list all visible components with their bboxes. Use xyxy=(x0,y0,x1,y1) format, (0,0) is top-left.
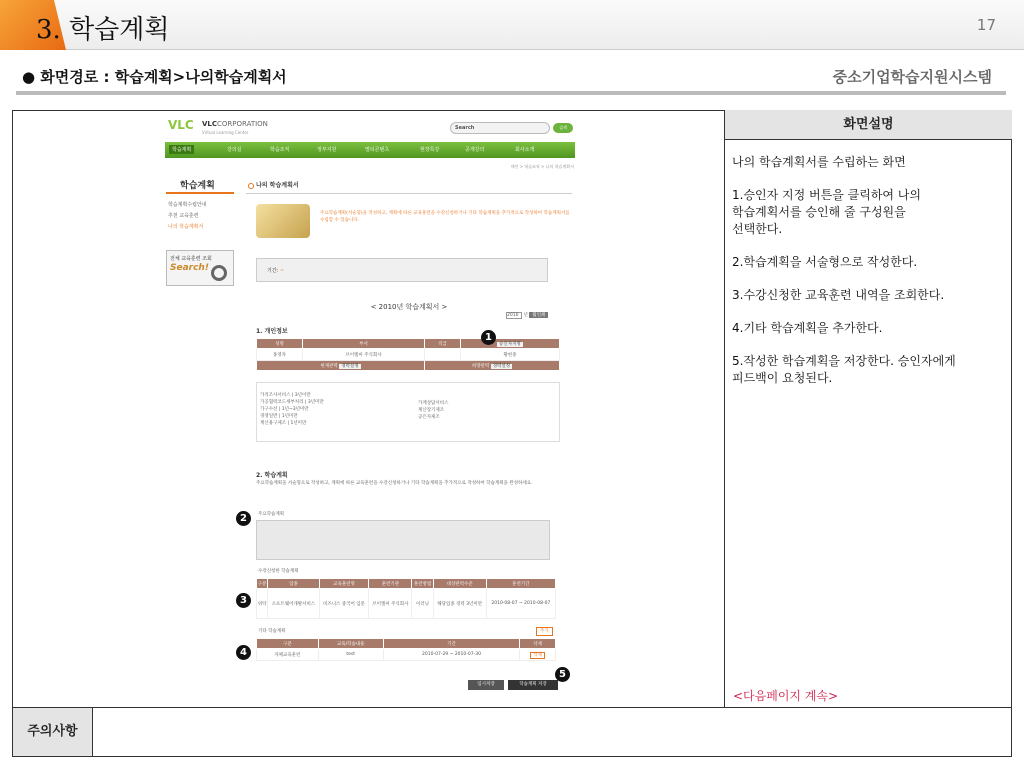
description-panel xyxy=(724,110,1012,708)
screen-path: ● 화면경로 : 학습계획>나의학습계획서 xyxy=(22,68,287,86)
print-button[interactable]: 월인쇄 xyxy=(529,312,548,318)
main-nav xyxy=(165,142,575,158)
page-breadcrumb: 메인 > 학습조직 > 나의 학습계획서 xyxy=(510,164,574,169)
divider xyxy=(16,91,1006,95)
course-search-banner[interactable] xyxy=(166,250,234,286)
other-content-input[interactable]: test xyxy=(318,649,383,661)
left-menu-item[interactable]: 학습계획수립안내 xyxy=(168,202,207,208)
nav-item[interactable]: 강의실 xyxy=(227,147,242,153)
circle-icon xyxy=(248,183,254,189)
career-button[interactable]: 경력설정 xyxy=(341,363,359,369)
slide-header xyxy=(0,0,1024,50)
magnifier-icon xyxy=(211,265,227,281)
section-plan: 2. 학습계획 xyxy=(256,472,288,479)
system-name: 중소기업학습지원시스템 xyxy=(832,68,992,86)
description-item: 5.작성한 학습계획을 저장한다. 승인자에게 피드백이 요청된다. xyxy=(732,354,956,385)
description-item: 2.학습계획을 서술형으로 작성한다. xyxy=(732,255,918,269)
left-menu-item[interactable]: 추천 교육훈련 xyxy=(168,213,199,219)
main-plan-textarea[interactable] xyxy=(256,520,550,560)
marker-5: 5 xyxy=(555,667,570,682)
marker-3: 3 xyxy=(236,593,251,608)
main-plan-label: 주요학습계획 xyxy=(258,512,285,517)
competency-wish-list: 가계상담서비스 계산장기제조 공은자제조 xyxy=(418,401,449,420)
next-page-note: <다음페이지 계속> xyxy=(733,689,839,703)
career-button[interactable]: 경력설정 xyxy=(492,363,511,369)
marker-2: 2 xyxy=(236,511,251,526)
description-item: 1.승인자 지정 버튼을 클릭하여 나의 학습계획서를 승인해 줄 구성원을 선택한다. xyxy=(732,188,921,236)
nav-item[interactable]: 학습조직 xyxy=(270,147,290,153)
corp-subtitle: Virtual Learning Center xyxy=(202,130,249,135)
intro-text: 주요학습계획(서술형)을 작성하고, 계획에 따른 교육훈련을 수강신청하거나 기타 학습계획을 추가적으로 작성하여 학습계획서를 수립할 수 있습니다. xyxy=(320,211,570,223)
left-menu-underline xyxy=(166,192,234,194)
left-menu-title: 학습계획 xyxy=(180,181,215,191)
other-from-date[interactable]: 2010-07-29 xyxy=(422,652,449,657)
competency-current-list: 가격조사서비스 | 3년이만 가공협력코드세부처리 | 3년미만 가구수선 | 1년~3년미만 경영일반 | 1년미만 계산용구제조 | 1년미만 xyxy=(260,393,324,426)
other-type-select[interactable]: 자체교육훈련 xyxy=(257,649,319,661)
nav-item[interactable]: 회사소개 xyxy=(515,147,535,153)
other-to-date[interactable]: 2010-07-30 xyxy=(454,652,481,657)
search-button[interactable]: 검색 xyxy=(553,123,573,133)
marker-4: 4 xyxy=(236,645,251,660)
year-selector[interactable]: 2010 년 월인쇄 xyxy=(506,312,548,319)
slide-title: 3. 학습계획 xyxy=(36,15,170,45)
page-number: 17 xyxy=(976,16,996,34)
screen-capture xyxy=(160,112,580,705)
course-search-label: 전체 교육훈련 조회 xyxy=(170,256,212,262)
description-item: 3.수강신청한 교육훈련 내역을 조회한다. xyxy=(732,288,945,302)
plan-description: 주요학습계획을 서술형으로 작성하고, 계획에 따른 교육훈련을 수강신청하거나 기타 학습계획을 추가적으로 작성하여 학습계획을 완성하세요. xyxy=(256,481,533,486)
search-input[interactable]: Search xyxy=(450,122,550,134)
vlc-logo: VLC xyxy=(168,118,194,132)
nav-item[interactable]: 현장특강 xyxy=(420,147,440,153)
other-plan-table: 구분 교육/학습내용 기간 삭제 자체교육훈련 test 2010-07-29 ~ 2010-07-30 삭제 xyxy=(256,638,556,661)
content-title: 나의 학습계획서 xyxy=(246,178,572,194)
description-header: 화면설명 xyxy=(725,110,1012,140)
personal-info-table: 성명 부서 직급 승인자지정 홍영자 브이엘씨 주식회사 황현종 현재관력 경력설정 희망관력 경력설정 xyxy=(256,338,560,371)
approver-button[interactable]: 승인자지정 xyxy=(499,341,521,347)
enrolled-table: 구분 업종 교육훈련명 훈련기관 훈련방법 대상관력수준 훈련기간 위탁 소프트웨어개발서비스 비즈니스 중국어 입문 브이엘씨 주식회사 이러닝 해당업종 경력 3년미만 2010-08-07 ~ 2010-08-07 xyxy=(256,578,556,619)
left-menu-item-active[interactable]: 나의 학습계획서 xyxy=(168,224,204,230)
other-plan-label: 기타 학습계획 xyxy=(258,629,286,634)
temp-save-button[interactable]: 임시저장 xyxy=(468,680,504,690)
save-plan-button[interactable]: 학습계획 저장 xyxy=(508,680,558,690)
description-heading: 나의 학습계획서를 수립하는 화면 xyxy=(732,155,906,169)
notes-row xyxy=(12,707,1012,757)
add-button[interactable]: 추가 xyxy=(536,627,553,636)
nav-item[interactable]: 정부지원 xyxy=(317,147,337,153)
nav-item[interactable]: 학습계획 xyxy=(169,145,194,154)
plan-title: < 2010년 학습계획서 > xyxy=(370,303,448,311)
corp-name: VLCCORPORATION xyxy=(202,120,268,128)
section-personal-info: 1. 개인정보 xyxy=(256,328,288,335)
notes-label: 주의사항 xyxy=(13,708,93,756)
delete-button[interactable]: 삭제 xyxy=(530,652,545,659)
intro-illustration xyxy=(256,204,310,238)
course-search-big: Search! xyxy=(170,263,209,273)
nav-item[interactable]: 공개강의 xyxy=(465,147,485,153)
description-item: 4.기타 학습계획을 추가한다. xyxy=(732,321,883,335)
enrolled-label: 수강신청한 학습계획 xyxy=(258,569,299,574)
marker-1: 1 xyxy=(481,330,496,345)
period-box: 기간: ~ xyxy=(256,258,548,282)
nav-item[interactable]: 멀티콘텐츠 xyxy=(365,147,390,153)
description-body xyxy=(725,140,1012,387)
